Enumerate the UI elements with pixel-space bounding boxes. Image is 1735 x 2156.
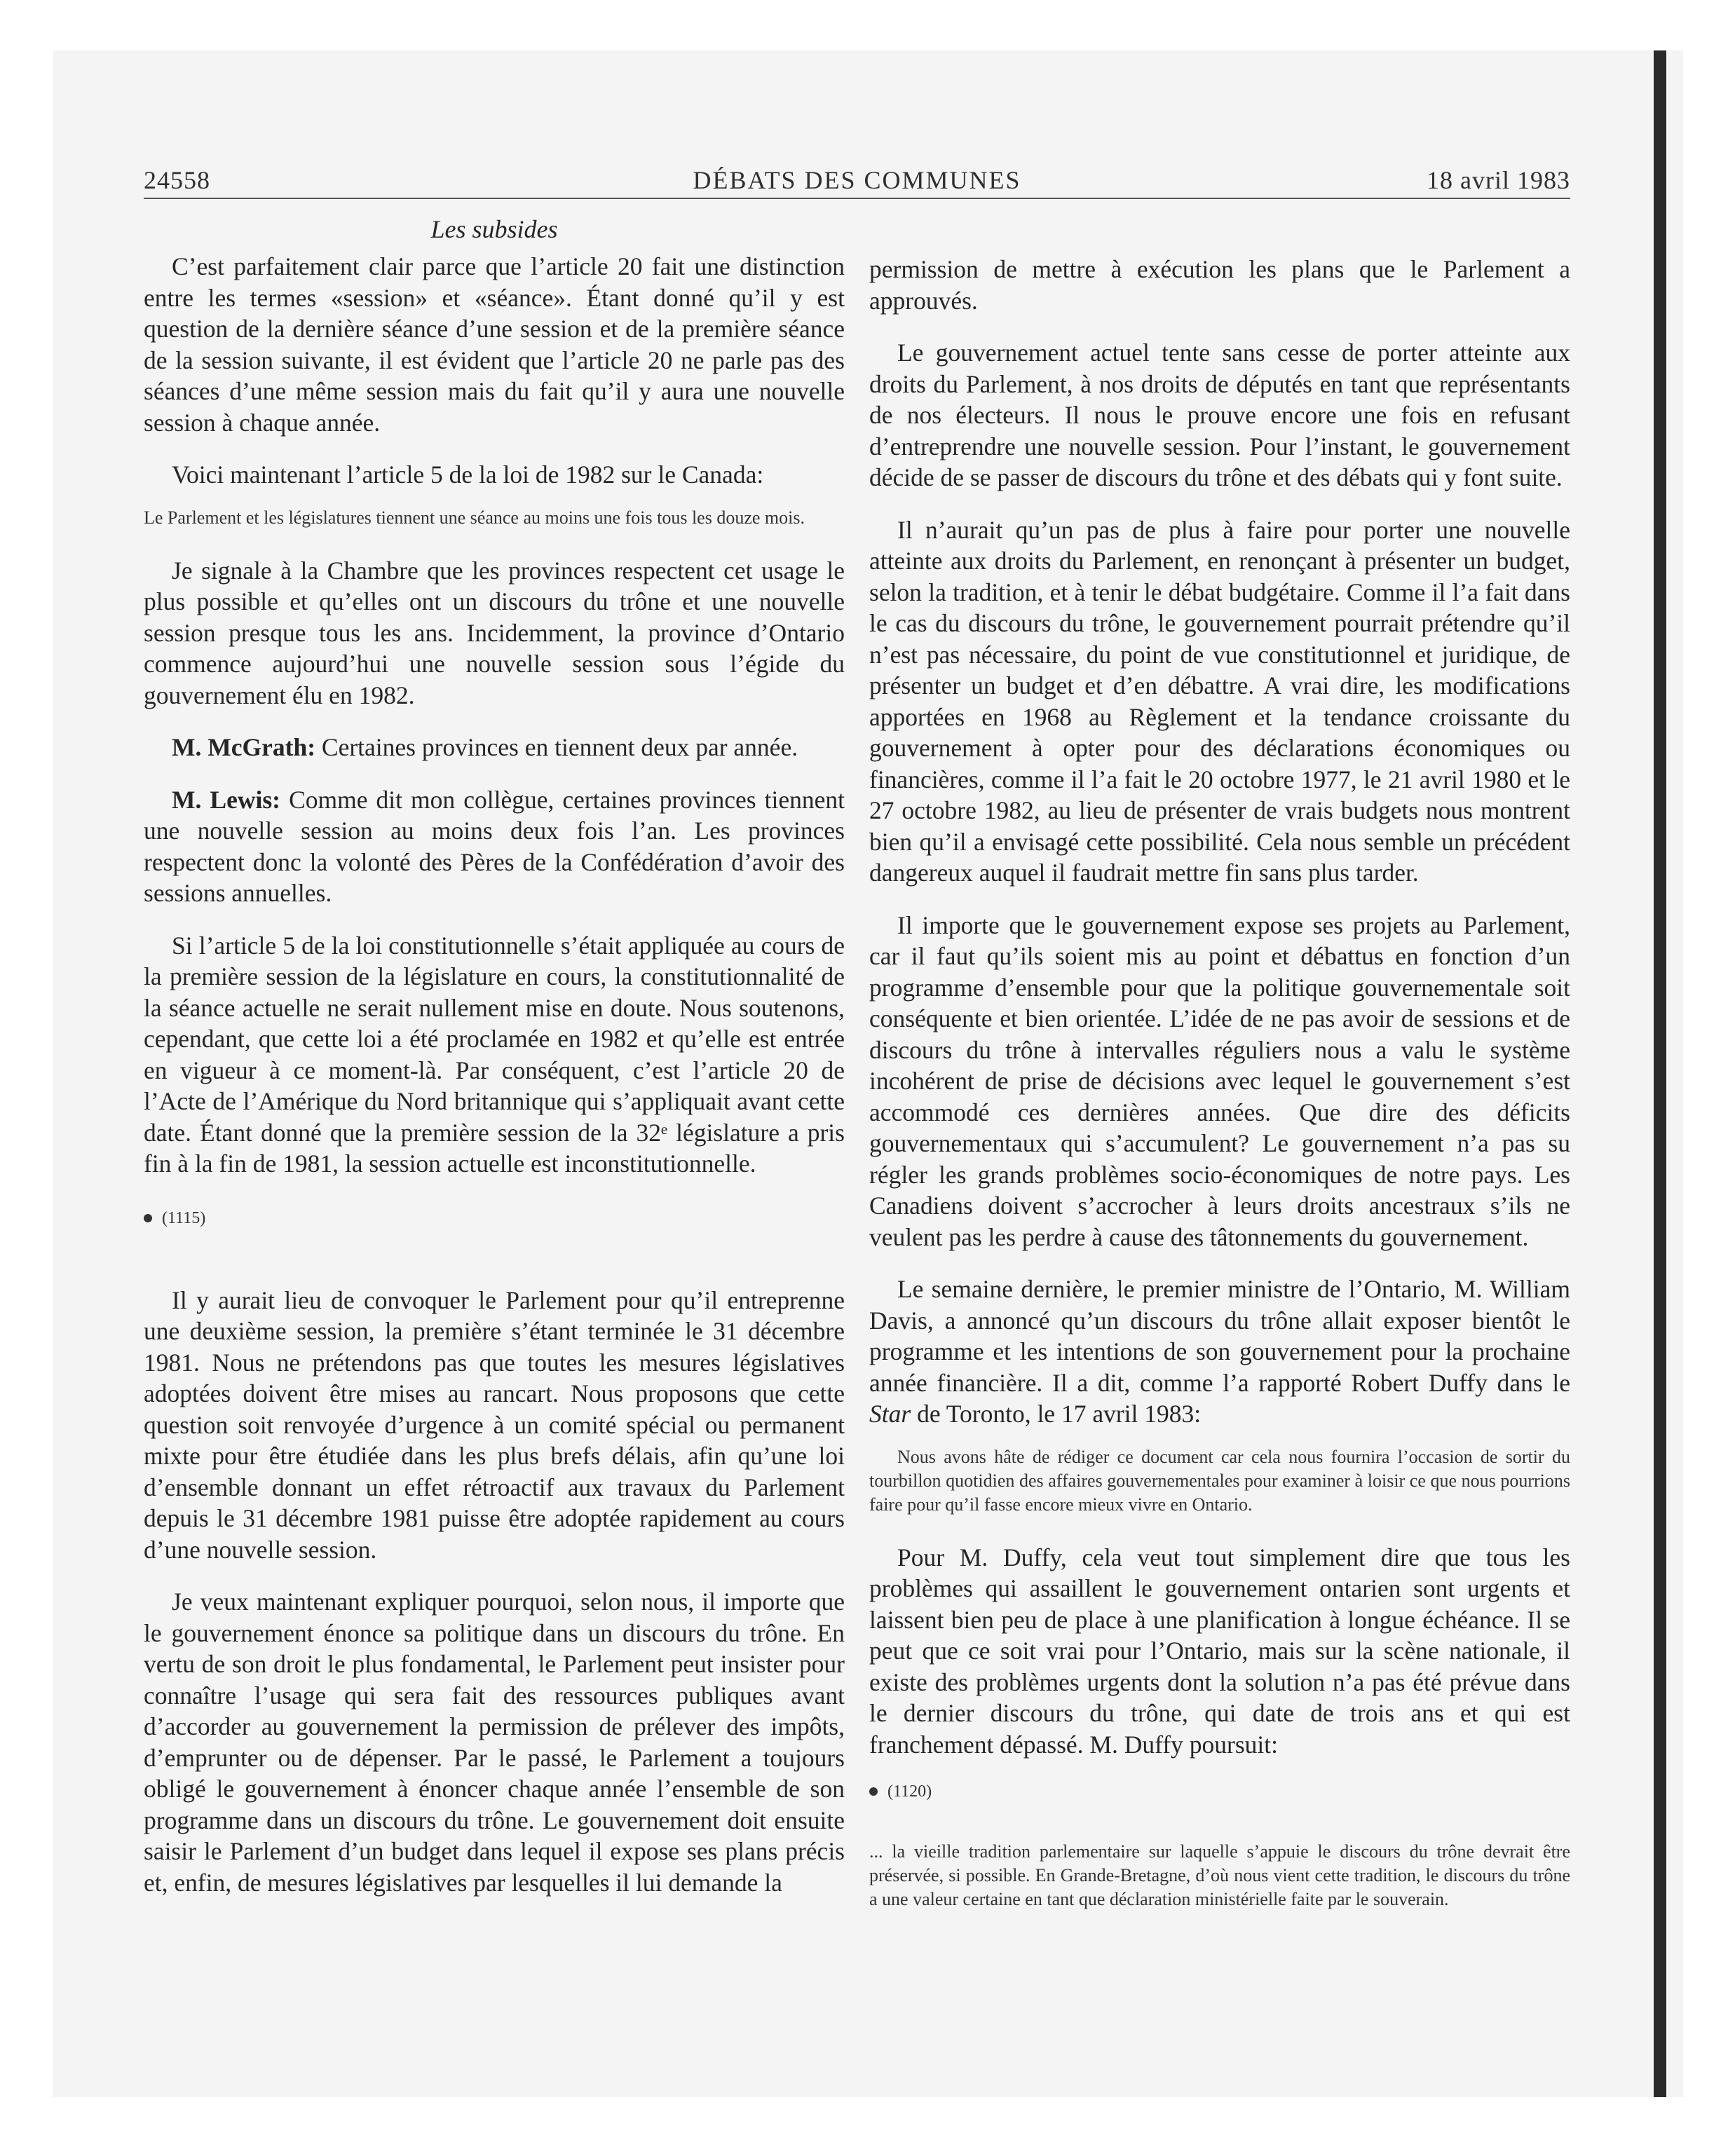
publication-date: 18 avril 1983 xyxy=(1427,166,1570,194)
speaker-paragraph xyxy=(144,784,845,909)
newspaper-name: Star xyxy=(869,1400,911,1428)
speaker-paragraph xyxy=(144,732,845,763)
block-quote: Le Parlement et les législatures tiennent une séance au moins une fois tous les douze mois. xyxy=(144,507,805,528)
paragraph: Je veux maintenant expliquer pourquoi, selon nous, il importe que le gouvernement énonce sa politique dans un discours du trône. En vertu de son droit le plus fondamental, le Parlement peut insister pour connaître l’usage qui sera fait des ressources publiques avant d’accorder au gouvernement la permission de prélever des impôts, d’emprunter ou de dépenser. Par le passé, le Parlement a toujours obligé le gouvernement à énoncer chaque année l’ensemble de son programme dans un discours du trône. Le gouvernement doit ensuite saisir le Parlement d’un budget dans lequel il expose ses plans précis et, enfin, de mesures législatives par lesquelles il lui demande la xyxy=(144,1588,845,1897)
right-column xyxy=(869,254,1570,1937)
paragraph: Il n’aurait qu’un pas de plus à faire pour porter une nouvelle atteinte aux droits du Parlement, en renonçant à présenter un budget, selon la tradition, et à tenir le débat budgétaire. Comme il l’a fait dans le cas du discours du trône, le gouvernement pourrait prétendre qu’il n’est pas nécessaire, du point de vue constitutionnel et juridique, de présenter un budget et d’en débattre. A vrai dire, les modifications apportées en 1968 au Règlement et la tendance croissante du gouvernement à opter pour des déclarations économiques ou financières, comme il l’a fait le 20 octobre 1977, le 21 avril 1980 et le 27 octobre 1982, au lieu de présenter de vrais budgets nous montrent bien qu’il a envisagé cette possibilité. Cela nous semble un précédent dangereux auquel il faudrait mettre fin sans plus tarder. xyxy=(869,515,1570,887)
paragraph: Je signale à la Chambre que les provinces respectent cet usage le plus possible et qu’elles ont un discours du trône et une nouvelle session presque tous les ans. Incidemment, la province d’Ontario commence aujourd’hui une nouvelle session sous l’égide du gouvernement élu en 1982. xyxy=(144,556,845,709)
speaker-name: M. Lewis: xyxy=(172,785,281,814)
time-marker-label: (1115) xyxy=(162,1208,206,1227)
block-quote: Nous avons hâte de rédiger ce document car cela nous fournira l’occasion de sortir du tourbillon quotidien des affaires gouvernementales pour examiner à loisir ce que nous pourrions faire pour qu’il fasse encore mieux vivre en Ontario. xyxy=(869,1446,1570,1515)
speech-text: Comme dit mon collègue, certaines provinces tiennent une nouvelle session au moins deux fois l’an. Les provinces respectent donc la volonté des Pères de la Confédération d’avoir des sessions annuelles. xyxy=(144,785,845,907)
text-run: de Toronto, le 17 avril 1983: xyxy=(911,1400,1202,1428)
page-number: 24558 xyxy=(144,166,210,194)
paragraph-continued: permission de mettre à exécution les plans que le Parlement a approuvés. xyxy=(869,255,1570,315)
running-header xyxy=(144,158,1570,198)
paragraph: Pour M. Duffy, cela veut tout simplement dire que tous les problèmes qui assaillent le gouvernement ontarien sont urgents et laissent bien peu de place à une planification à longue échéance. Il se peut que ce soit vrai pour l’Ontario, mais sur la scène nationale, il existe des problèmes urgents dont la solution n’a pas été prévue dans le dernier discours du trône, qui date de trois ans et qui est franchement dépassé. M. Duffy poursuit: xyxy=(869,1543,1570,1759)
page-edge-shadow xyxy=(1654,50,1666,2097)
bullet-icon xyxy=(869,1787,878,1796)
paragraph: C’est parfaitement clair parce que l’article 20 fait une distinction entre les termes «session» et «séance». Étant donné qu’il y est question de la dernière séance d’une session et de la première séance de la session suivante, il est évident que l’article 20 ne parle pas des séances d’une même session mais du fait qu’il y aura une nouvelle session à chaque année. xyxy=(144,252,845,437)
text-run: Le semaine dernière, le premier ministre de l’Ontario, M. William Davis, a annoncé qu’un discours du trône allait exposer bientôt le programme et les intentions de son gouvernement pour la prochaine année financière. Il a dit, comme l’a rapporté Robert Duffy dans le xyxy=(869,1275,1570,1397)
block-quote: ... la vieille tradition parlementaire sur laquelle s’appuie le discours du trône devrait être préservée, si possible. En Grande-Bretagne, d’où nous vient cette tradition, le discours du trône a une valeur certaine en tant que déclaration ministérielle faite par le souverain. xyxy=(869,1841,1570,1909)
paragraph: Voici maintenant l’article 5 de la loi de 1982 sur le Canada: xyxy=(172,460,764,489)
paragraph: Le gouvernement actuel tente sans cesse de porter atteinte aux droits du Parlement, à nos droits de députés en tant que représentants de nos électeurs. Il nous le prouve encore une fois en refusant d’entreprendre une nouvelle session. Pour l’instant, le gouvernement décide de se passer de discours du trône et des débats qui y font suite. xyxy=(869,339,1570,491)
paragraph: Il importe que le gouvernement expose ses projets au Parlement, car il faut qu’ils soient mis au point et débattus en fonction d’un programme d’ensemble pour que la politique gouvernementale soit conséquente et bien orientée. L’idée de ne pas avoir de sessions et de discours du trône à intervalles réguliers nous a valu le système incohérent de prise de décisions avec lequel le gouvernement s’est accommodé ces dernières années. Que dire des déficits gouvernementaux qui s’accumulent? Le gouvernement n’a pas su régler les grands problèmes socio-économiques de notre pays. Les Canadiens doivent s’accrocher à leurs droits ancestraux s’ils ne veulent pas les perdre à cause des tâtonnements du gouvernement. xyxy=(869,910,1570,1251)
paragraph: Il y aurait lieu de convoquer le Parlement pour qu’il entreprenne une deuxième session, la première s’étant terminée le 31 décembre 1981. Nous ne prétendons pas que toutes les mesures législatives adoptées doivent être mises au rancart. Nous proposons que cette question soit renvoyée d’urgence à un comité spécial ou permanent mixte pour être étudiée dans les plus brefs délais, afin qu’une loi d’ensemble donnant un effet rétroactif aux travaux du Parlement depuis le 31 décembre 1981 puisse être adoptée rapidement au cours d’une nouvelle session. xyxy=(144,1285,845,1564)
paragraph xyxy=(869,1274,1570,1430)
speaker-name: M. McGrath: xyxy=(172,733,316,761)
header-rule xyxy=(144,198,1570,199)
time-marker-label: (1120) xyxy=(887,1782,932,1801)
time-marker xyxy=(144,1208,845,1229)
paragraph: Si l’article 5 de la loi constitutionnelle s’était appliquée au cours de la première session de la législature en cours, la constitutionnalité de la séance actuelle ne serait nullement mise en doute. Nous soutenons, cependant, que cette loi a été proclamée en 1982 et qu’elle est entrée en vigueur à ce moment-là. Par conséquent, c’est l’article 20 de l’Acte de l’Amérique du Nord britannique qui s’appliquait avant cette date. Étant donné que la première session de la 32ᵉ législature a pris fin à la fin de 1981, la session actuelle est inconstitutionnelle. xyxy=(144,931,845,1178)
speech-text: Certaines provinces en tiennent deux par année. xyxy=(315,733,798,761)
left-column xyxy=(144,251,845,1919)
time-marker xyxy=(869,1781,1570,1802)
bullet-icon xyxy=(144,1214,152,1222)
section-title: Les subsides xyxy=(430,215,558,243)
publication-title: DÉBATS DES COMMUNES xyxy=(693,166,1021,194)
